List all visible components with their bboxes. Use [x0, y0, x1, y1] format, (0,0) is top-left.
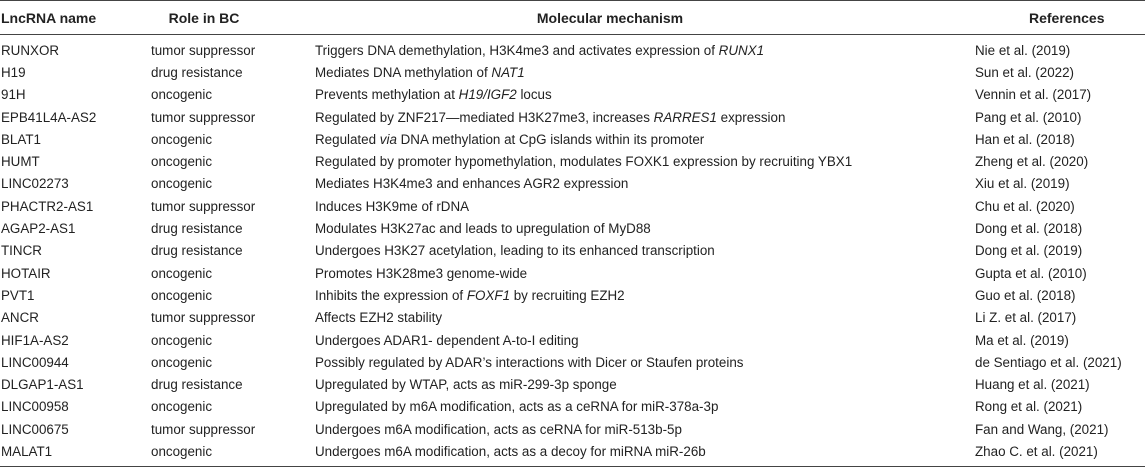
mechanism-text: Undergoes m6A modification, acts as ceRNA for miR-513b-5p	[315, 421, 682, 437]
cell-molecular-mechanism	[311, 217, 969, 239]
cell-molecular-mechanism	[311, 195, 969, 217]
mechanism-italic-term: NAT1	[491, 64, 525, 80]
cell-molecular-mechanism	[311, 35, 969, 62]
cell-reference: Xiu et al. (2019)	[975, 176, 1070, 192]
mechanism-text: Mediates DNA methylation of	[315, 64, 492, 80]
cell-lncrna-name: LINC02273	[1, 176, 69, 192]
mechanism-text: Prevents methylation at	[315, 87, 459, 103]
mechanism-italic-term: FOXF1	[466, 287, 511, 303]
mechanism-text: Inhibits the expression of	[315, 287, 467, 303]
cell-role-in-bc: oncogenic	[151, 265, 213, 281]
cell-role-in-bc: drug resistance	[151, 64, 243, 80]
cell-reference: de Sentiago et al. (2021)	[975, 354, 1122, 370]
cell-reference: Pang et al. (2010)	[975, 109, 1082, 125]
cell-reference: Gupta et al. (2010)	[975, 265, 1087, 281]
table-row	[0, 329, 1145, 351]
cell-molecular-mechanism	[311, 418, 969, 440]
cell-role-in-bc: oncogenic	[151, 87, 213, 103]
table-row	[0, 240, 1145, 262]
table-row	[0, 262, 1145, 284]
mechanism-text: Possibly regulated by ADAR’s interactions with Dicer or Staufen proteins	[315, 354, 744, 370]
cell-reference: Han et al. (2018)	[975, 131, 1075, 147]
cell-molecular-mechanism	[311, 396, 969, 418]
cell-reference: Vennin et al. (2017)	[975, 87, 1092, 103]
cell-lncrna-name: TINCR	[1, 243, 42, 259]
cell-molecular-mechanism	[311, 307, 969, 329]
table-row	[0, 106, 1145, 128]
table-row	[0, 373, 1145, 395]
mechanism-text: Upregulated by WTAP, acts as miR-299-3p sponge	[315, 377, 617, 393]
cell-reference: Rong et al. (2021)	[975, 399, 1083, 415]
cell-lncrna-name: DLGAP1-AS1	[1, 377, 84, 393]
cell-reference: Ma et al. (2019)	[975, 332, 1069, 348]
cell-reference: Dong et al. (2018)	[975, 221, 1083, 237]
cell-role-in-bc: tumor suppressor	[151, 310, 256, 326]
cell-molecular-mechanism	[311, 173, 969, 195]
cell-lncrna-name: H19	[1, 64, 26, 80]
table-row	[0, 150, 1145, 172]
table-row	[0, 418, 1145, 440]
table-row	[0, 195, 1145, 217]
cell-lncrna-name: BLAT1	[1, 131, 41, 147]
cell-lncrna-name: HIF1A-AS2	[1, 332, 69, 348]
mechanism-text: Regulated by promoter hypomethylation, modulates FOXK1 expression by recruiting YBX1	[315, 154, 853, 170]
mechanism-text: Triggers DNA demethylation, H3K4me3 and activates expression of	[315, 42, 719, 58]
cell-role-in-bc: tumor suppressor	[151, 198, 256, 214]
mechanism-text: DNA methylation at CpG islands within its promoter	[396, 131, 705, 147]
mechanism-text: Regulated by ZNF217—mediated H3K27me3, increases	[315, 109, 654, 125]
mechanism-italic-term: via	[379, 131, 397, 147]
table-row	[0, 173, 1145, 195]
cell-reference: Guo et al. (2018)	[975, 287, 1076, 303]
mechanism-text: locus	[516, 87, 552, 103]
cell-molecular-mechanism	[311, 150, 969, 172]
cell-role-in-bc: tumor suppressor	[151, 421, 256, 437]
cell-role-in-bc: drug resistance	[151, 243, 243, 259]
cell-reference: Huang et al. (2021)	[975, 377, 1090, 393]
cell-lncrna-name: HUMT	[1, 154, 40, 170]
mechanism-text: Induces H3K9me of rDNA	[315, 198, 470, 214]
cell-reference: Li Z. et al. (2017)	[975, 310, 1077, 326]
cell-reference: Chu et al. (2020)	[975, 198, 1075, 214]
table-row	[0, 440, 1145, 466]
cell-role-in-bc: oncogenic	[151, 332, 213, 348]
cell-role-in-bc: oncogenic	[151, 176, 213, 192]
cell-lncrna-name: LINC00675	[1, 421, 69, 437]
cell-reference: Sun et al. (2022)	[975, 64, 1075, 80]
cell-lncrna-name: HOTAIR	[1, 265, 51, 281]
table-row	[0, 128, 1145, 150]
cell-role-in-bc: oncogenic	[151, 399, 213, 415]
cell-role-in-bc: oncogenic	[151, 287, 213, 303]
cell-lncrna-name: AGAP2-AS1	[1, 221, 76, 237]
cell-lncrna-name: MALAT1	[0, 440, 147, 466]
mechanism-text: expression	[716, 109, 786, 125]
header-references: References	[969, 1, 1145, 35]
cell-molecular-mechanism	[311, 84, 969, 106]
cell-role-in-bc: drug resistance	[151, 377, 243, 393]
cell-molecular-mechanism	[311, 284, 969, 306]
cell-molecular-mechanism	[311, 329, 969, 351]
cell-role-in-bc: oncogenic	[147, 440, 311, 466]
mechanism-text: Undergoes H3K27 acetylation, leading to its enhanced transcription	[315, 243, 715, 259]
table-row	[0, 284, 1145, 306]
cell-lncrna-name: PVT1	[1, 287, 35, 303]
cell-molecular-mechanism	[311, 106, 969, 128]
mechanism-italic-term: H19/IGF2	[458, 87, 517, 103]
table-body	[0, 35, 1145, 467]
mechanism-text: Mediates H3K4me3 and enhances AGR2 expression	[315, 176, 629, 192]
header-row	[0, 1, 1145, 35]
mechanism-text: Undergoes ADAR1- dependent A-to-I editing	[315, 332, 579, 348]
mechanism-text: Affects EZH2 stability	[315, 310, 443, 326]
table-row	[0, 307, 1145, 329]
cell-molecular-mechanism	[311, 61, 969, 83]
table-row	[0, 217, 1145, 239]
cell-lncrna-name: LINC00944	[1, 354, 69, 370]
mechanism-text: Regulated	[315, 131, 380, 147]
mechanism-italic-term: RUNX1	[718, 42, 765, 58]
cell-reference: Zhao C. et al. (2021)	[969, 440, 1145, 466]
mechanism-text: Modulates H3K27ac and leads to upregulation of MyD88	[315, 221, 651, 237]
cell-role-in-bc: tumor suppressor	[151, 109, 256, 125]
cell-lncrna-name: RUNXOR	[1, 42, 60, 58]
mechanism-italic-term: RARRES1	[653, 109, 717, 125]
mechanism-text: by recruiting EZH2	[510, 287, 625, 303]
cell-role-in-bc: oncogenic	[151, 131, 213, 147]
cell-molecular-mechanism	[311, 373, 969, 395]
table-header	[0, 1, 1145, 35]
table-row	[0, 396, 1145, 418]
mechanism-text: Upregulated by m6A modification, acts as a ceRNA for miR-378a-3p	[315, 399, 719, 415]
cell-reference: Zheng et al. (2020)	[975, 154, 1089, 170]
cell-molecular-mechanism	[311, 128, 969, 150]
cell-reference: Fan and Wang, (2021)	[975, 421, 1109, 437]
cell-lncrna-name: LINC00958	[1, 399, 69, 415]
cell-reference: Nie et al. (2019)	[975, 42, 1071, 58]
cell-lncrna-name: EPB41L4A-AS2	[1, 109, 97, 125]
header-molecular-mechanism: Molecular mechanism	[311, 1, 969, 35]
table-row	[0, 61, 1145, 83]
header-role-in-bc: Role in BC	[147, 1, 311, 35]
cell-reference: Dong et al. (2019)	[975, 243, 1083, 259]
cell-role-in-bc: oncogenic	[151, 354, 213, 370]
cell-molecular-mechanism	[311, 351, 969, 373]
table-row	[0, 84, 1145, 106]
cell-lncrna-name: PHACTR2-AS1	[1, 198, 94, 214]
table-row	[0, 351, 1145, 373]
cell-role-in-bc: tumor suppressor	[151, 42, 256, 58]
header-lncrna-name: LncRNA name	[0, 1, 147, 35]
cell-molecular-mechanism	[311, 440, 969, 466]
cell-molecular-mechanism	[311, 240, 969, 262]
cell-role-in-bc: drug resistance	[151, 221, 243, 237]
cell-role-in-bc: oncogenic	[151, 154, 213, 170]
mechanism-text: Undergoes m6A modification, acts as a decoy for miRNA miR-26b	[315, 443, 706, 459]
cell-lncrna-name: ANCR	[1, 310, 39, 326]
table-row	[0, 35, 1145, 62]
cell-molecular-mechanism	[311, 262, 969, 284]
cell-lncrna-name: 91H	[1, 87, 26, 103]
mechanism-text: Promotes H3K28me3 genome-wide	[315, 265, 528, 281]
